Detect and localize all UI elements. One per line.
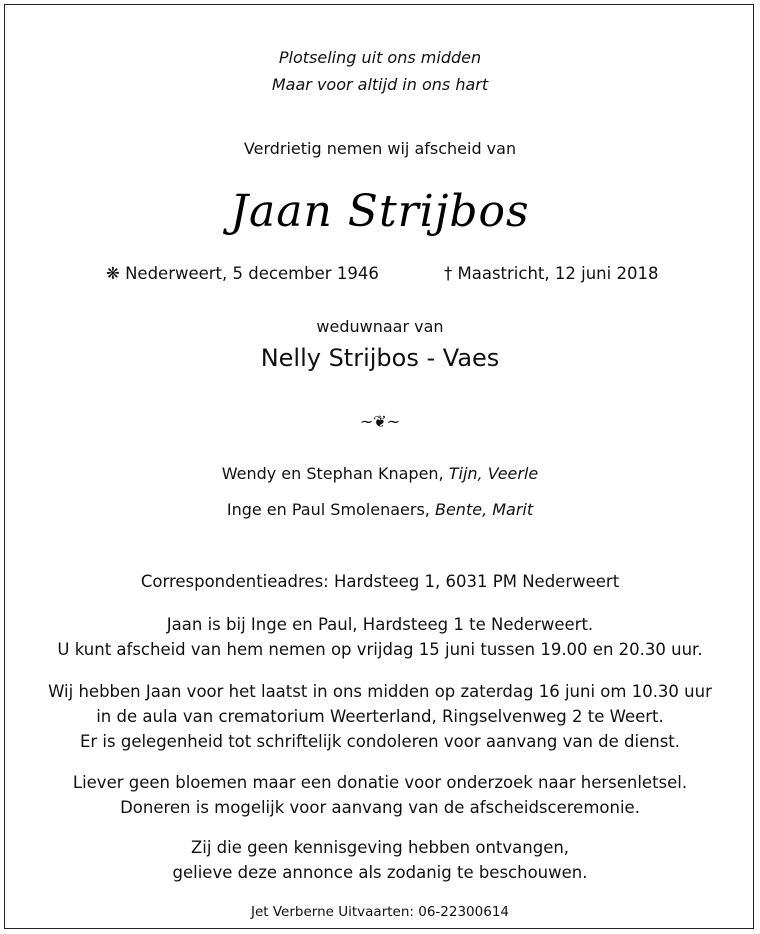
birth-symbol-icon: ❋ (106, 264, 120, 283)
funeral-director-footer: Jet Verberne Uitvaarten: 06-22300614 (250, 904, 510, 920)
donation-line-1: Liever geen bloemen maar een donatie voor onderzoek naar hersenletsel. (72, 773, 688, 792)
intro-text: Verdrietig nemen wij afscheid van (243, 139, 517, 158)
widower-label: weduwnaar van (316, 317, 444, 336)
spouse-name: Nelly Strijbos - Vaes (260, 344, 500, 372)
notice-line-2: gelieve deze annonce als zodanig te beschouwen. (172, 863, 588, 882)
ceremony-line-1: Wij hebben Jaan voor het laatst in ons midden op zaterdag 16 juni om 10.30 uur (48, 682, 712, 701)
header-line-2: Maar voor altijd in ons hart (271, 75, 489, 94)
death-text: Maastricht, 12 juni 2018 (457, 264, 659, 283)
family-names-2: Inge en Paul Smolenaers, (226, 500, 435, 519)
family-line-2 (0, 500, 760, 519)
donation-line-2: Doneren is mogelijk voor aanvang van de afscheidsceremonie. (120, 798, 640, 817)
family-names-1: Wendy en Stephan Knapen, (221, 464, 449, 483)
family-children-2: Bente, Marit (434, 500, 534, 519)
family-children-1: Tijn, Veerle (448, 464, 539, 483)
header-line-1: Plotseling uit ons midden (278, 48, 482, 67)
correspondence-address: Correspondentieadres: Hardsteeg 1, 6031 PM Nederweert (140, 572, 620, 591)
family-line-1 (0, 464, 760, 483)
ceremony-line-2: in de aula van crematorium Weerterland, Ringselvenweg 2 te Weert. (96, 707, 664, 726)
ceremony-line-3: Er is gelegenheid tot schriftelijk condoleren voor aanvang van de dienst. (79, 732, 681, 751)
visit-line-2: U kunt afscheid van hem nemen op vrijdag 15 juni tussen 19.00 en 20.30 uur. (57, 640, 703, 659)
birth-info (106, 264, 379, 283)
notice-line-1: Zij die geen kennisgeving hebben ontvangen, (190, 838, 570, 857)
ornament-divider: ~❦~ (359, 412, 401, 431)
deceased-name: Jaan Strijbos (230, 186, 530, 237)
death-cross-icon: † (444, 264, 453, 283)
visit-line-1: Jaan is bij Inge en Paul, Hardsteeg 1 te Nederweert. (166, 615, 594, 634)
death-info (444, 264, 658, 283)
birth-text: Nederweert, 5 december 1946 (125, 264, 379, 283)
